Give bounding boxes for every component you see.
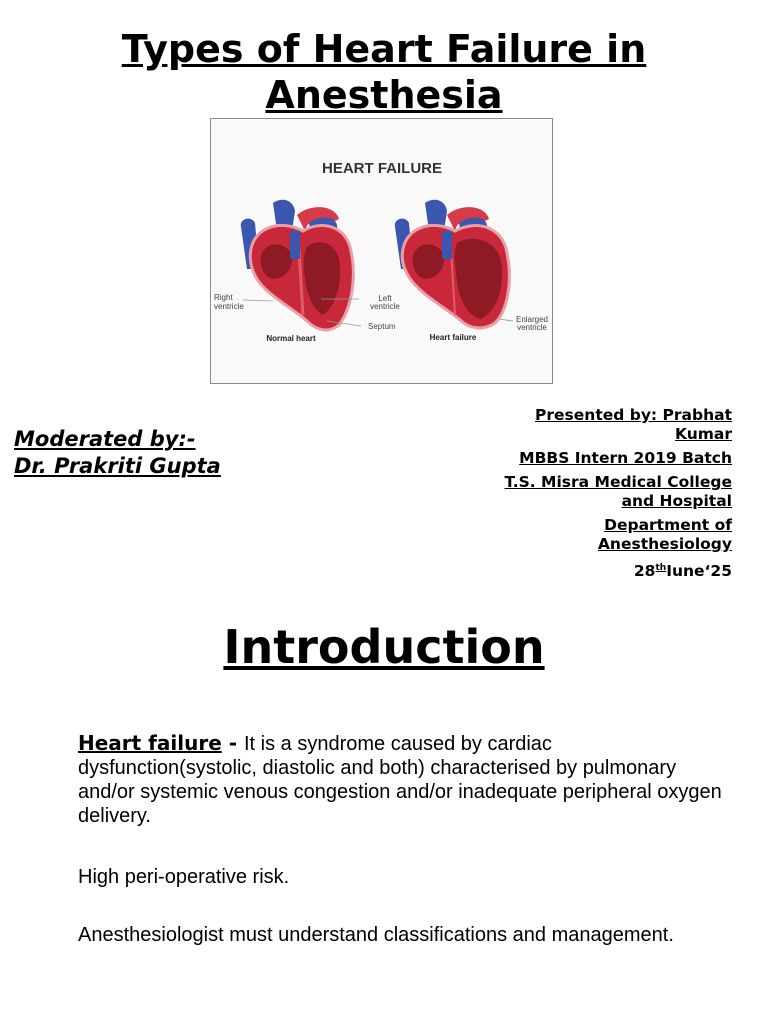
label-right-ventricle-2: ventricle: [214, 302, 244, 311]
caption-heart-failure: Heart failure: [429, 333, 477, 342]
label-left-ventricle-1: Left: [378, 294, 392, 303]
point-anesthesiologist: Anesthesiologist must understand classifications and management.: [78, 924, 674, 946]
presenter-name-1: Presented by: Prabhat: [535, 406, 732, 424]
label-enlarged-ventricle-1: Enlarged: [515, 315, 549, 324]
term-dash: -: [221, 731, 244, 755]
definition-paragraph: [78, 731, 728, 828]
presentation-date: [452, 559, 732, 581]
label-right-ventricle-1: Right: [214, 293, 233, 302]
label-septum: Septum: [368, 322, 396, 331]
heart-failure-figure: [210, 118, 553, 384]
label-enlarged-ventricle-2: ventricle: [517, 323, 547, 332]
figure-heading: HEART FAILURE: [322, 160, 442, 177]
college-name-2: and Hospital: [621, 492, 732, 510]
college-name-1: T.S. Misra Medical College: [504, 473, 732, 491]
point-perioperative-risk: High peri-operative risk.: [78, 866, 290, 888]
presenter-line: [452, 406, 732, 444]
presenter-name-2: Kumar: [674, 425, 732, 443]
date-day: 28: [633, 562, 656, 581]
department-line: [452, 516, 732, 554]
caption-normal-heart: Normal heart: [266, 334, 316, 343]
department-name-2: Anesthesiology: [597, 535, 732, 553]
moderated-by-label: Moderated by:-: [14, 427, 196, 451]
heart-failure-definition: It is a syndrome caused by cardiac dysfunction(systolic, diastolic and both) characterised by pulmonary and/or systemic venous congestion and/or inadequate peripheral oxygen delivery.: [78, 733, 722, 827]
title-line-2: Anesthesia: [265, 73, 503, 117]
normal-heart-illustration: [241, 200, 354, 330]
date-suffix: th: [655, 563, 667, 573]
page-title: [0, 26, 768, 118]
department-name-1: Department of: [604, 516, 732, 534]
introduction-heading: Introduction: [223, 620, 545, 674]
date-rest: Iune‘25: [666, 562, 732, 581]
title-line-1: Types of Heart Failure in: [121, 27, 647, 71]
label-left-ventricle-2: ventricle: [370, 302, 400, 311]
moderator-block: [14, 426, 221, 480]
college-line: [452, 473, 732, 511]
moderator-name: Dr. Prakriti Gupta: [14, 454, 221, 478]
heart-failure-term: Heart failure: [78, 731, 222, 755]
failing-heart-illustration: [395, 200, 510, 328]
presenter-block: [452, 406, 732, 581]
heart-diagram: [211, 119, 552, 383]
batch-line: MBBS Intern 2019 Batch: [519, 449, 732, 467]
